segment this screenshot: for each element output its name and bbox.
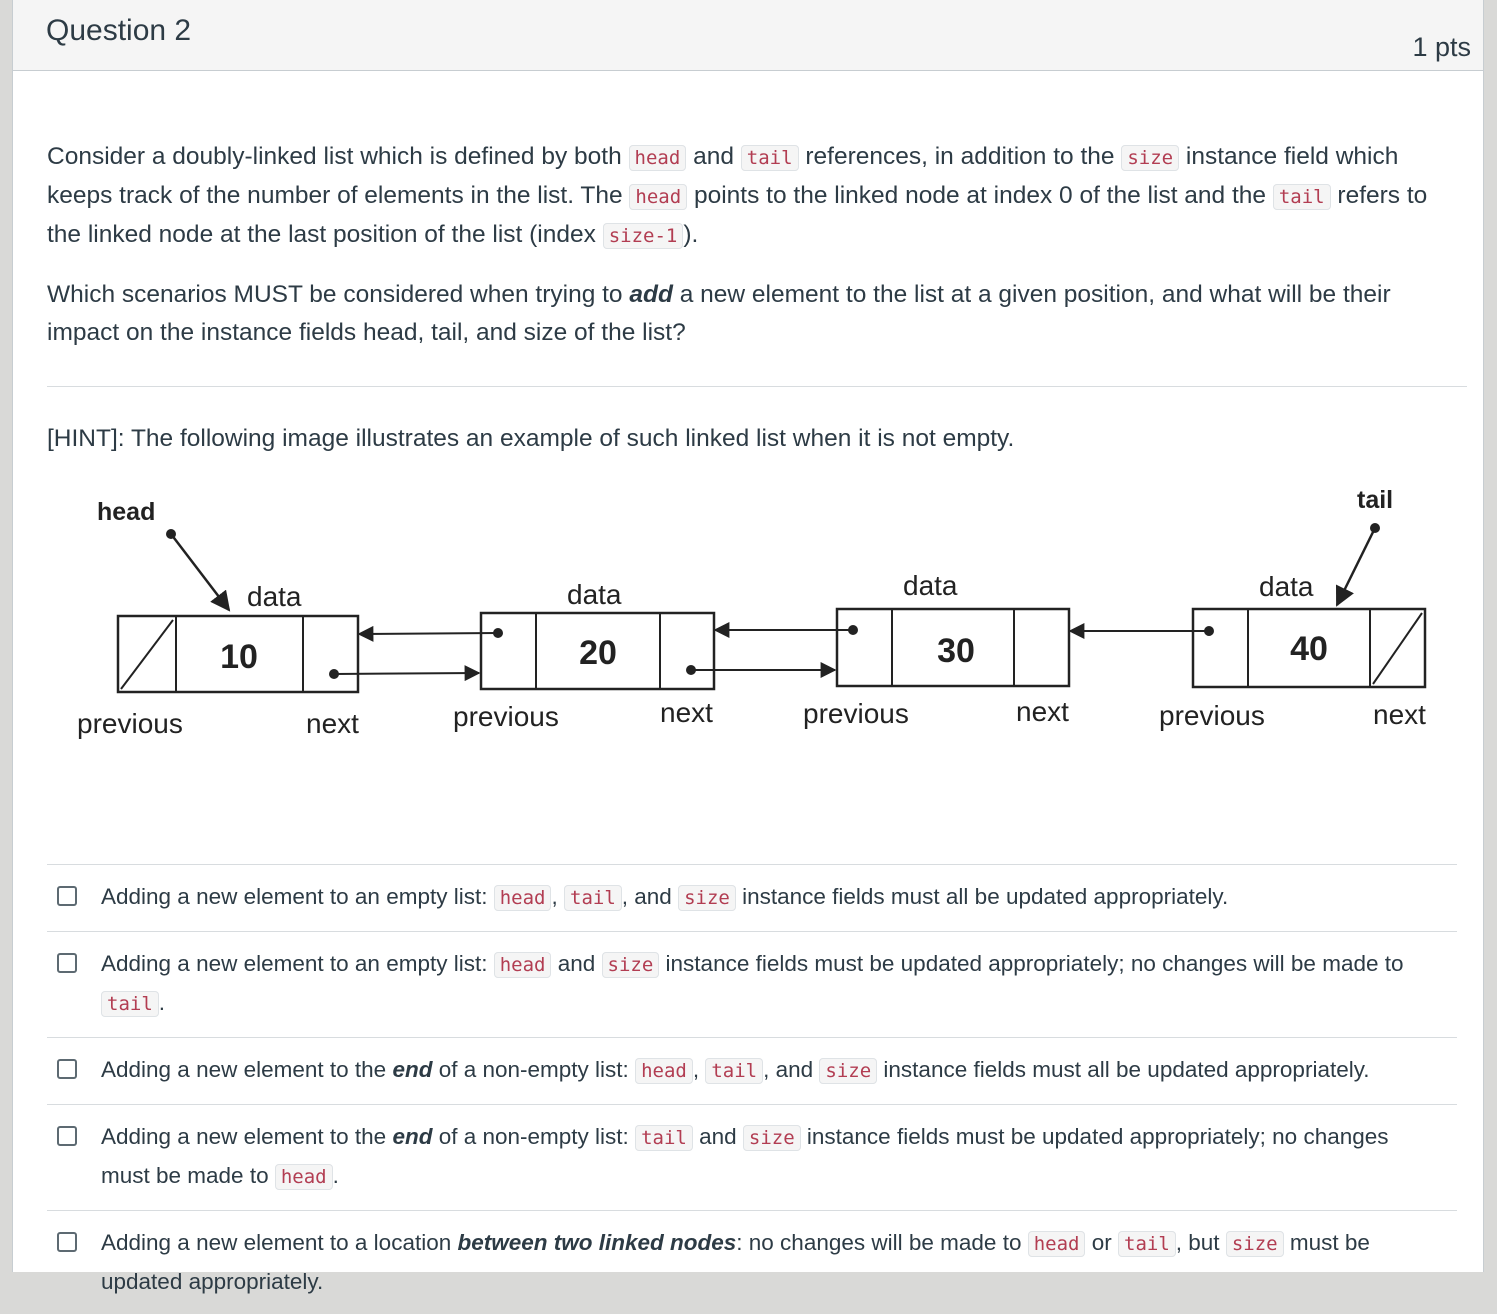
node-links	[334, 630, 1209, 674]
node-3	[837, 609, 1069, 686]
divider	[47, 386, 1467, 387]
question-title: Question 2	[46, 14, 192, 47]
node-1-next-label: next	[306, 708, 359, 739]
tail-pointer-label: tail	[1357, 486, 1394, 514]
code-tail: tail	[741, 145, 799, 171]
answer-3-checkbox[interactable]	[57, 1059, 77, 1079]
answer-option-2[interactable]: Adding a new element to an empty list: head and size instance fields must be updated appropriately; no changes will be made to tail .	[47, 931, 1457, 1037]
prompt-paragraph: Which scenarios MUST be considered when trying to add a new element to the list at a given position, and what will be their impact on the instance fields head, tail, and size of the list?	[47, 281, 1391, 346]
node-1-value: 10	[220, 638, 258, 676]
code-size: size	[1121, 145, 1179, 171]
answer-option-5[interactable]: Adding a new element to a location between two linked nodes: no changes will be made to head or tail , but size must be updated appropriately.	[47, 1210, 1457, 1314]
answer-2-checkbox[interactable]	[57, 953, 77, 973]
node-4	[1193, 609, 1425, 687]
node-4-next-label: next	[1373, 699, 1426, 730]
node-4-value: 40	[1290, 630, 1328, 668]
node-2-data-label: data	[567, 579, 622, 610]
node-1	[118, 616, 358, 692]
node-2-previous-label: previous	[453, 701, 559, 732]
node-2-value: 20	[579, 634, 617, 672]
question-header	[13, 0, 1483, 71]
node-1-data-label: data	[247, 581, 302, 612]
head-pointer-arrow	[171, 534, 229, 610]
answer-1-checkbox[interactable]	[57, 886, 77, 906]
node-4-previous-label: previous	[1159, 700, 1265, 731]
linked-list-diagram	[53, 470, 1433, 770]
node-2-next-label: next	[660, 697, 713, 728]
code-tail: tail	[1273, 184, 1331, 210]
answer-option-3[interactable]: Adding a new element to the end of a non-empty list: head , tail , and size instance fields must all be updated appropriately.	[47, 1037, 1457, 1104]
hint-text: [HINT]: The following image illustrates an example of such linked list when it is not empty.	[47, 425, 1015, 452]
answer-option-4[interactable]: Adding a new element to the end of a non-empty list: tail and size instance fields must be updated appropriately; no changes must be made to head .	[47, 1104, 1457, 1210]
code-head: head	[629, 145, 687, 171]
node-4-data-label: data	[1259, 571, 1314, 602]
code-size-minus-one: size-1	[603, 223, 684, 249]
node-3-previous-label: previous	[803, 698, 909, 729]
node-3-value: 30	[937, 632, 975, 670]
next-link-1-to-2	[334, 673, 479, 674]
head-pointer-dot	[166, 529, 176, 539]
question-card	[12, 0, 1484, 1294]
node-3-next-label: next	[1016, 696, 1069, 727]
answer-option-1[interactable]: Adding a new element to an empty list: head , tail , and size instance fields must all be updated appropriately.	[47, 864, 1457, 931]
node-3-data-label: data	[903, 570, 958, 601]
emphasis-add: add	[629, 281, 673, 308]
answer-options	[47, 864, 1457, 1314]
node-1-previous-label: previous	[77, 708, 183, 739]
head-pointer-label: head	[97, 498, 156, 526]
question-points: 1 pts	[1412, 32, 1471, 62]
answer-5-checkbox[interactable]	[57, 1232, 77, 1252]
node-2	[481, 613, 714, 689]
intro-paragraph: Consider a doubly-linked list which is defined by both head and tail references, in addition to the size instance field which keeps track of the number of elements in the list. The head points to the linked node at index 0 of the list and the tail refers to the linked node at the last position of the list (index size-1 ).	[47, 143, 1428, 248]
tail-pointer-arrow	[1337, 528, 1375, 605]
code-head: head	[629, 184, 687, 210]
previous-link-2-to-1	[359, 633, 498, 634]
answer-4-checkbox[interactable]	[57, 1126, 77, 1146]
tail-pointer-dot	[1370, 523, 1380, 533]
